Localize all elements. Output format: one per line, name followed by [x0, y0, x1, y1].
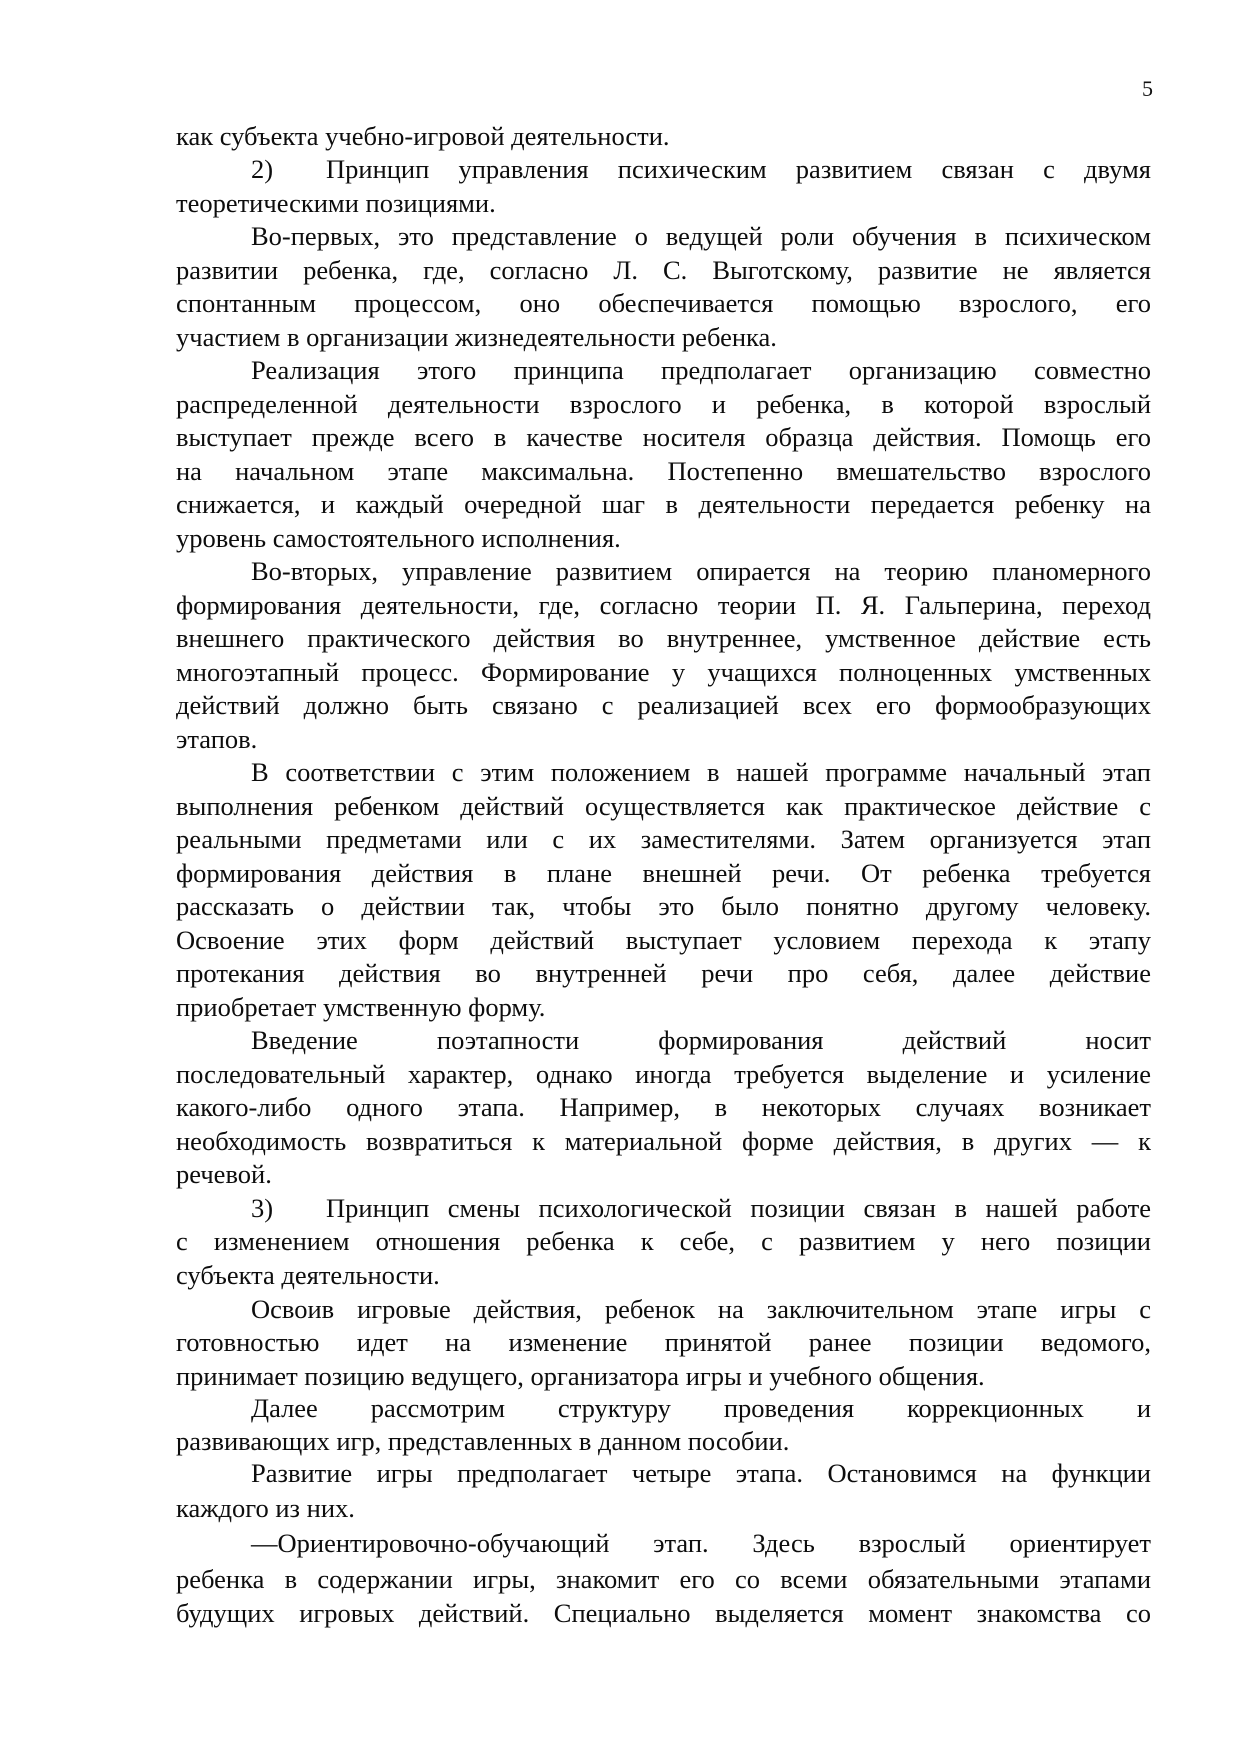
text-line: выполнения ребенком действий осуществляется как практическое действие с	[176, 791, 1151, 821]
text-line: субъекта деятельности.	[176, 1260, 440, 1290]
text-line: В соответствии с этим положением в нашей программе начальный этап	[251, 757, 1151, 787]
text-line: участием в организации жизнедеятельности ребенка.	[176, 322, 777, 352]
text-line	[176, 1191, 1151, 1225]
text-line: Во-первых, это представление о ведущей роли обучения в психическом	[251, 221, 1151, 251]
text-line: последовательный характер, однако иногда требуется выделение и усиление	[176, 1059, 1151, 1089]
text-line: будущих игровых действий. Специально выделяется момент знакомства со	[176, 1598, 1151, 1628]
text-line: Реализация этого принципа предполагает организацию совместно	[251, 355, 1151, 385]
text-line: развивающих игр, представленных в данном пособии.	[176, 1426, 790, 1456]
text-line: Развитие игры предполагает четыре этапа. Остановимся на функции	[251, 1458, 1151, 1488]
text-line: Далее рассмотрим структуру проведения коррекционных и	[251, 1393, 1151, 1423]
text-line: выступает прежде всего в качестве носителя образца действия. Помощь его	[176, 422, 1151, 452]
text-line: как субъекта учебно-игровой деятельности.	[176, 121, 670, 151]
text-line: уровень самостоятельного исполнения.	[176, 523, 621, 553]
text-line: Освоив игровые действия, ребенок на заключительном этапе игры с	[251, 1294, 1151, 1324]
text-line: принимает позицию ведущего, организатора игры и учебного общения.	[176, 1361, 985, 1391]
text-line	[176, 152, 1151, 186]
list-number: 3)	[251, 1193, 274, 1223]
text-line: многоэтапный процесс. Формирование у учащихся полноценных умственных	[176, 657, 1151, 687]
text-line: Освоение этих форм действий выступает условием перехода к этапу	[176, 925, 1151, 955]
text-line: протекания действия во внутренней речи про себя, далее действие	[176, 958, 1151, 988]
text-line: снижается, и каждый очередной шаг в деятельности передается ребенку на	[176, 489, 1151, 519]
text-line: с изменением отношения ребенка к себе, с развитием у него позиции	[176, 1226, 1151, 1256]
text-line: формирования действия в плане внешней речи. От ребенка требуется	[176, 858, 1151, 888]
text-line: этапов.	[176, 724, 258, 754]
list-number: 2)	[251, 154, 274, 184]
page-number: 5	[1142, 76, 1153, 101]
text-line: необходимость возвратиться к материальной форме действия, в других — к	[176, 1126, 1151, 1156]
text-line: Во-вторых, управление развитием опирается на теорию планомерного	[251, 556, 1151, 586]
text-line: приобретает умственную форму.	[176, 992, 546, 1022]
text-line: развитии ребенка, где, согласно Л. С. Выготскому, развитие не является	[176, 255, 1151, 285]
text-line: рассказать о действии так, чтобы это было понятно другому человеку.	[176, 891, 1151, 921]
text-line: речевой.	[176, 1159, 272, 1189]
text-line: —Ориентировочно-обучающий этап. Здесь взрослый ориентирует	[251, 1528, 1151, 1558]
text-line: внешнего практического действия во внутреннее, умственное действие есть	[176, 623, 1151, 653]
text-line: каждого из них.	[176, 1493, 355, 1523]
text-line: теоретическими позициями.	[176, 188, 496, 218]
text-line: действий должно быть связано с реализацией всех его формообразующих	[176, 690, 1151, 720]
text-line: ребенка в содержании игры, знакомит его со всеми обязательными этапами	[176, 1564, 1151, 1594]
text-line: готовностью идет на изменение принятой ранее позиции ведомого,	[176, 1327, 1151, 1357]
text-line: какого-либо одного этапа. Например, в некоторых случаях возникает	[176, 1092, 1151, 1122]
text-line: на начальном этапе максимальна. Постепенно вмешательство взрослого	[176, 456, 1151, 486]
line-text: Принцип управления психическим развитием связан с двумя	[326, 154, 1151, 184]
line-text: Принцип смены психологической позиции связан в нашей работе	[326, 1193, 1151, 1223]
text-line: Введение поэтапности формирования действий носит	[251, 1025, 1151, 1055]
text-line: реальными предметами или с их заместителями. Затем организуется этап	[176, 824, 1151, 854]
text-line: спонтанным процессом, оно обеспечивается помощью взрослого, его	[176, 288, 1151, 318]
text-line: формирования деятельности, где, согласно теории П. Я. Гальперина, переход	[176, 590, 1151, 620]
text-line: распределенной деятельности взрослого и ребенка, в которой взрослый	[176, 389, 1151, 419]
